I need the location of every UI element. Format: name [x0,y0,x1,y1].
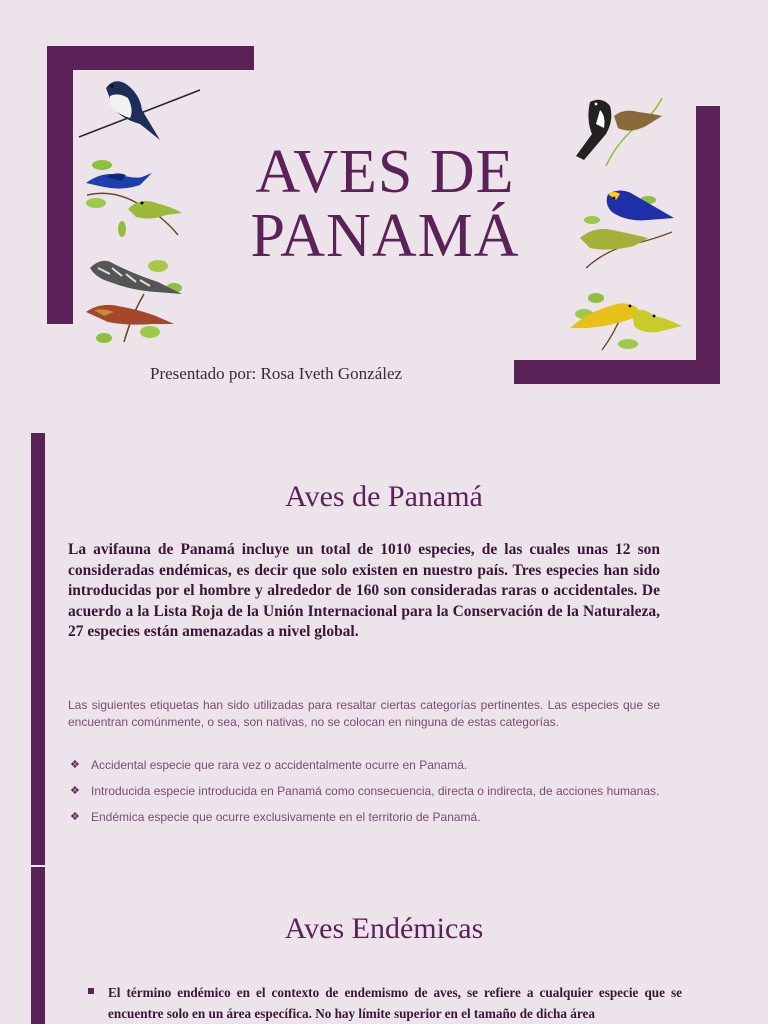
diamond-bullet-icon: ❖ [70,759,80,771]
frame-bottom-right-vertical [696,106,720,384]
list-item [68,783,660,800]
intro-paragraph: La avifauna de Panamá incluye un total de 1010 especies, de las cuales unas 12 son consideradas endémicas, es decir que solo existen en nuestro país. Tres especies han sido introducidas por el hombre y alrededor de 160 son consideradas raras o accidentales. De acuerdo a la Lista Roja de la Unión Internacional para la Conservación de la Naturaleza, 27 especies están amenazadas a nivel global. [68,541,660,640]
section-heading-aves-de-panama: Aves de Panamá [285,480,483,513]
title-line-2: PANAMÁ [250,202,520,270]
list-item-text: Introducida especie introducida en Panamá como consecuencia, directa o indirecta, de acciones humanas. [91,784,660,798]
list-item-text: Endémica especie que ocurre exclusivamente en el territorio de Panamá. [91,810,481,824]
list-item [88,982,682,1024]
bird-illustration-warbler [568,288,686,354]
presenter-credit: Presentado por: Rosa Iveth González [150,364,403,383]
category-list [68,757,660,835]
list-item [68,757,660,774]
bird-illustration-swallow [76,74,202,146]
square-bullet-icon [88,988,94,994]
diamond-bullet-icon: ❖ [70,785,80,797]
endemic-list [88,982,682,1024]
list-item [68,809,660,826]
frame-top-left-horizontal [47,46,254,70]
title-line-1: AVES DE [255,138,515,206]
frame-bottom-right-horizontal [514,360,720,384]
diamond-bullet-icon: ❖ [70,811,80,823]
labels-intro-paragraph: Las siguientes etiquetas han sido utilizadas para resaltar ciertas categorías pertinentes. Las especies que se encuentran comúnmente, o sea, son nativas, no se colocan en ninguna de estas categorías. [68,698,660,729]
list-item-text: Accidental especie que rara vez o accidentalmente ocurre en Panamá. [91,758,468,772]
page-title [160,140,610,268]
section-heading-aves-endemicas: Aves Endémicas [284,912,484,945]
list-item-text: El término endémico en el contexto de endemismo de aves, se refiere a cualquier especie que se encuentre solo en un área específica. No hay límite superior en el tamaño de dicha área [108,985,682,1021]
frame-top-left-vertical [47,46,73,324]
